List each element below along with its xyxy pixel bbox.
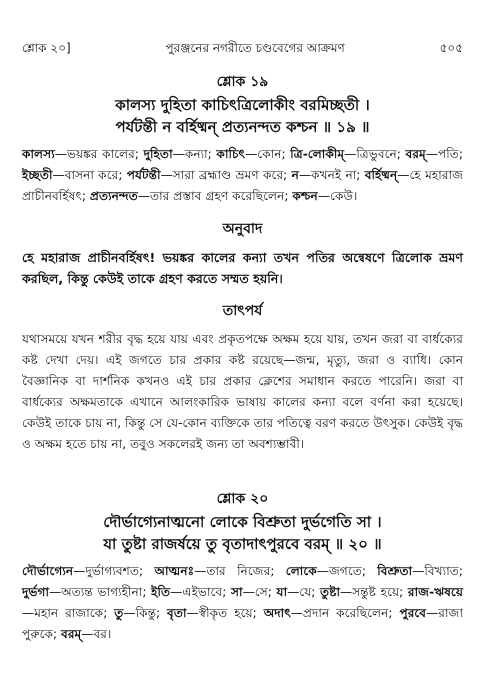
- synonym-meaning: —বাসনা করে;: [52, 168, 127, 182]
- verse-20-line-1: দৌর্ভাগ্যেনাত্মনো লোকে বিশ্রুতা দুর্ভগেতি সা ।: [103, 513, 382, 531]
- purport-text: যথাসময়ে যখন শরীর বৃদ্ধ হয়ে যায় এবং প্রকৃতপক্ষে অক্ষম হয়ে যায়, তখন জরা বা বার্ধক্যের কষ্ট দেখা দেয়। এই জগতে চার প্রকার কষ্ট রয়েছে—জন্ম, মৃত্যু, জরা ও ব্যাধি। কোন বৈজ্ঞানিক বা দার্শনিক কখনও এই চার প্রকার ক্লেশের সমাধান করতে পারেনি। জরা বা বার্ধক্যের অক্ষমতাকে এখানে আলংকারিক ভাষায় কালের কন্যা বলে বর্ণনা করা হয়েছে। কেউই তাকে চায় না, কিন্তু সে যে-কোন ব্যক্তিকে তার পতিত্বে বরণ করতে উৎসুক। কেউই বৃদ্ধ ও অক্ষম হতে চায় না, তবুও সকলেরই জন্য তা অবশ্যম্ভাবী।: [22, 332, 463, 451]
- synonym-word: ন: [291, 168, 299, 182]
- synonym-word: কাচিৎ: [216, 147, 246, 161]
- synonym-word: কশ্চন: [292, 189, 318, 203]
- synonym-word: ত্রি-লোকীম্: [290, 147, 345, 161]
- synonym-word: তু: [114, 606, 124, 620]
- translation-text: হে মহারাজ প্রাচীনবর্হিষৎ! ভয়ঙ্কর কালের কন্যা তখন পতির অন্বেষণে ত্রিলোক ভ্রমণ করছিল, কিন্তু কেউই তাকে গ্রহণ করতে সম্মত হয়নি।: [22, 250, 463, 286]
- synonym-meaning: —তার প্রস্তাব গ্রহণ করেছিলেন;: [137, 189, 293, 203]
- synonym-meaning: —যে;: [287, 585, 321, 599]
- running-header: [22, 40, 463, 60]
- synonym-meaning: —সারা ব্রহ্মাণ্ড ভ্রমণ করে;: [160, 168, 292, 182]
- synonym-word: প্রত্যনন্দত: [89, 189, 138, 203]
- verse-19-line-2: পর্যটন্তী ন বর্হিষ্মন্ প্রত্যনন্দত কশ্চন ॥ ১৯ ॥: [115, 118, 370, 136]
- synonym-word: বরম্: [61, 627, 82, 641]
- synonym-word: সা: [230, 585, 243, 599]
- synonym-meaning: —জগতে;: [316, 564, 378, 578]
- synonym-meaning: —দুর্ভাগ্যবশত;: [73, 564, 155, 578]
- verse-19-line-1: কালস্য দুহিতা কাচিৎত্রিলোকীং বরমিচ্ছতী ।: [115, 96, 370, 114]
- synonym-meaning: —এইভাবে;: [170, 585, 231, 599]
- synonym-meaning: —বিখ্যাত;: [412, 564, 463, 578]
- synonym-meaning: —কিন্তু;: [123, 606, 168, 620]
- synonym-word: দুর্ভগা: [22, 585, 50, 599]
- spacer: [22, 455, 463, 485]
- synonym-word: ইতি: [151, 585, 171, 599]
- synonym-word: বর্হিষ্মন্: [364, 168, 398, 182]
- purport-heading: তাৎপর্য: [222, 303, 263, 319]
- synonym-meaning: —তার নিজের;: [194, 564, 286, 578]
- synonym-word: বরম্: [405, 147, 426, 161]
- synonym-meaning: —সে;: [242, 585, 277, 599]
- verse-20-synonyms: [22, 561, 463, 645]
- verse-20-line-2: যা তুষ্টা রাজর্ষয়ে তু বৃতাদাৎপুরবে বরম্ ॥ ২০ ॥: [103, 535, 382, 553]
- synonym-word: আত্মনঃ: [154, 564, 195, 578]
- verse-19-synonyms: [22, 144, 463, 207]
- synonym-word: লোকে: [285, 564, 317, 578]
- synonym-meaning: —কখনই না;: [298, 168, 365, 182]
- synonym-word: কালস্য: [22, 147, 55, 161]
- synonym-meaning: —মহান রাজাকে;: [22, 606, 115, 620]
- synonym-word: দৌর্ভাগ্যেন: [22, 564, 74, 578]
- synonym-meaning: —বর।: [81, 627, 112, 641]
- synonym-meaning: —সন্তুষ্ট হয়ে;: [340, 585, 408, 599]
- synonym-meaning: —রাজা পুরুকে;: [22, 606, 463, 641]
- synonym-meaning: —প্রদান করেছিলেন;: [290, 606, 400, 620]
- verse-19-label: শ্লোক ১৯: [216, 74, 269, 90]
- synonym-meaning: —পতি;: [425, 147, 463, 161]
- synonym-word: বিশ্রুতা: [377, 564, 413, 578]
- header-chapter-title: পুরঞ্জনের নগরীতে চণ্ডবেগের আক্রমণ: [165, 41, 345, 55]
- synonym-meaning: —কেউ।: [317, 189, 358, 203]
- synonym-word: পুরবে: [399, 606, 427, 620]
- synonym-word: যা: [276, 585, 288, 599]
- synonym-word: রাজ-ঋষয়ে: [407, 585, 463, 599]
- synonym-word: দুহিতা: [143, 147, 173, 161]
- synonym-word: তুষ্টা: [320, 585, 341, 599]
- synonym-word: ইচ্ছতী: [22, 168, 53, 182]
- synonym-meaning: —কন্যা;: [172, 147, 217, 161]
- synonym-meaning: —কোন;: [245, 147, 291, 161]
- synonym-word: পর্যটন্তী: [126, 168, 161, 182]
- header-verse-ref: শ্লোক ২০]: [22, 41, 71, 55]
- page: [22, 40, 463, 645]
- page-number: ৫০৫: [439, 41, 463, 55]
- verse-20-label: শ্লোক ২০: [216, 491, 269, 507]
- synonym-meaning: —হে মহারাজ প্রাচীনবর্হিষৎ;: [22, 168, 463, 203]
- translation-heading: অনুবাদ: [222, 221, 263, 237]
- synonym-word: অদাৎ: [263, 606, 291, 620]
- synonym-meaning: —ভয়ঙ্কর কালের;: [54, 147, 144, 161]
- synonym-meaning: —ত্রিভুবনে;: [344, 147, 406, 161]
- synonym-word: বৃতা: [167, 606, 187, 620]
- synonym-meaning: —স্বীকৃত হয়ে;: [186, 606, 264, 620]
- synonym-meaning: —অত্যন্ত ভাগ্যহীনা;: [49, 585, 152, 599]
